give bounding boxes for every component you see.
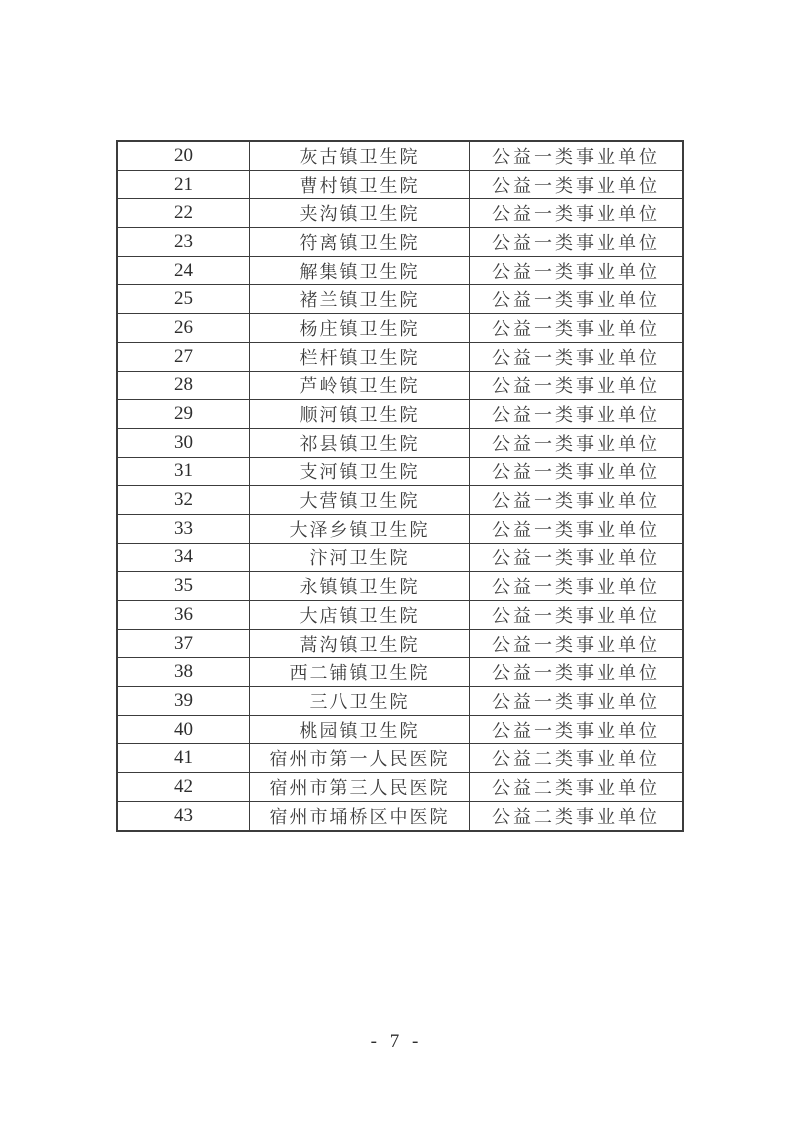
table-row — [117, 400, 683, 429]
table-row — [117, 256, 683, 285]
row-number-cell: 30 — [117, 428, 250, 457]
institution-name-cell: 褚兰镇卫生院 — [250, 285, 470, 314]
table-row — [117, 658, 683, 687]
category-cell: 公益一类事业单位 — [470, 170, 684, 199]
row-number-cell: 40 — [117, 715, 250, 744]
institution-name-cell: 蒿沟镇卫生院 — [250, 629, 470, 658]
institution-name-cell: 宿州市埇桥区中医院 — [250, 801, 470, 830]
table-row — [117, 543, 683, 572]
table-row — [117, 428, 683, 457]
row-number-cell: 24 — [117, 256, 250, 285]
row-number-cell: 42 — [117, 773, 250, 802]
category-cell: 公益一类事业单位 — [470, 342, 684, 371]
institution-name-cell: 支河镇卫生院 — [250, 457, 470, 486]
institution-name-cell: 顺河镇卫生院 — [250, 400, 470, 429]
institution-name-cell: 大泽乡镇卫生院 — [250, 514, 470, 543]
category-cell: 公益二类事业单位 — [470, 801, 684, 830]
table-row — [117, 141, 683, 170]
category-cell: 公益二类事业单位 — [470, 744, 684, 773]
category-cell: 公益一类事业单位 — [470, 457, 684, 486]
institution-name-cell: 宿州市第一人民医院 — [250, 744, 470, 773]
row-number-cell: 29 — [117, 400, 250, 429]
institution-name-cell: 栏杆镇卫生院 — [250, 342, 470, 371]
row-number-cell: 38 — [117, 658, 250, 687]
category-cell: 公益二类事业单位 — [470, 773, 684, 802]
institution-name-cell: 三八卫生院 — [250, 687, 470, 716]
row-number-cell: 22 — [117, 199, 250, 228]
table-row — [117, 801, 683, 830]
category-cell: 公益一类事业单位 — [470, 572, 684, 601]
category-cell: 公益一类事业单位 — [470, 256, 684, 285]
institution-name-cell: 西二铺镇卫生院 — [250, 658, 470, 687]
table-row — [117, 228, 683, 257]
table-row — [117, 629, 683, 658]
institution-name-cell: 大营镇卫生院 — [250, 486, 470, 515]
row-number-cell: 31 — [117, 457, 250, 486]
row-number-cell: 28 — [117, 371, 250, 400]
table-row — [117, 601, 683, 630]
category-cell: 公益一类事业单位 — [470, 285, 684, 314]
row-number-cell: 27 — [117, 342, 250, 371]
row-number-cell: 21 — [117, 170, 250, 199]
table-row — [117, 199, 683, 228]
row-number-cell: 35 — [117, 572, 250, 601]
row-number-cell: 20 — [117, 141, 250, 170]
category-cell: 公益一类事业单位 — [470, 715, 684, 744]
institution-name-cell: 符离镇卫生院 — [250, 228, 470, 257]
category-cell: 公益一类事业单位 — [470, 514, 684, 543]
category-cell: 公益一类事业单位 — [470, 141, 684, 170]
table-row — [117, 572, 683, 601]
institution-name-cell: 芦岭镇卫生院 — [250, 371, 470, 400]
category-cell: 公益一类事业单位 — [470, 199, 684, 228]
page-number: - 7 - — [370, 1031, 423, 1052]
category-cell: 公益一类事业单位 — [470, 658, 684, 687]
category-cell: 公益一类事业单位 — [470, 601, 684, 630]
institution-name-cell: 灰古镇卫生院 — [250, 141, 470, 170]
institution-name-cell: 夹沟镇卫生院 — [250, 199, 470, 228]
table-row — [117, 457, 683, 486]
institution-name-cell: 桃园镇卫生院 — [250, 715, 470, 744]
institution-table — [116, 140, 684, 832]
row-number-cell: 43 — [117, 801, 250, 830]
table-row — [117, 715, 683, 744]
category-cell: 公益一类事业单位 — [470, 400, 684, 429]
table-row — [117, 314, 683, 343]
table-row — [117, 514, 683, 543]
table-row — [117, 486, 683, 515]
table-row — [117, 773, 683, 802]
table-row — [117, 170, 683, 199]
row-number-cell: 25 — [117, 285, 250, 314]
table-row — [117, 744, 683, 773]
table-row — [117, 342, 683, 371]
row-number-cell: 36 — [117, 601, 250, 630]
institution-name-cell: 大店镇卫生院 — [250, 601, 470, 630]
institution-name-cell: 汴河卫生院 — [250, 543, 470, 572]
institution-name-cell: 杨庄镇卫生院 — [250, 314, 470, 343]
category-cell: 公益一类事业单位 — [470, 314, 684, 343]
category-cell: 公益一类事业单位 — [470, 687, 684, 716]
institution-name-cell: 永镇镇卫生院 — [250, 572, 470, 601]
row-number-cell: 41 — [117, 744, 250, 773]
institution-table-container — [116, 140, 682, 832]
table-row — [117, 687, 683, 716]
institution-name-cell: 宿州市第三人民医院 — [250, 773, 470, 802]
row-number-cell: 32 — [117, 486, 250, 515]
category-cell: 公益一类事业单位 — [470, 629, 684, 658]
institution-name-cell: 曹村镇卫生院 — [250, 170, 470, 199]
category-cell: 公益一类事业单位 — [470, 428, 684, 457]
row-number-cell: 33 — [117, 514, 250, 543]
institution-name-cell: 祁县镇卫生院 — [250, 428, 470, 457]
row-number-cell: 37 — [117, 629, 250, 658]
table-row — [117, 371, 683, 400]
category-cell: 公益一类事业单位 — [470, 228, 684, 257]
institution-table-body — [117, 141, 683, 831]
institution-name-cell: 解集镇卫生院 — [250, 256, 470, 285]
row-number-cell: 23 — [117, 228, 250, 257]
table-row — [117, 285, 683, 314]
category-cell: 公益一类事业单位 — [470, 543, 684, 572]
category-cell: 公益一类事业单位 — [470, 371, 684, 400]
row-number-cell: 34 — [117, 543, 250, 572]
row-number-cell: 39 — [117, 687, 250, 716]
category-cell: 公益一类事业单位 — [470, 486, 684, 515]
row-number-cell: 26 — [117, 314, 250, 343]
